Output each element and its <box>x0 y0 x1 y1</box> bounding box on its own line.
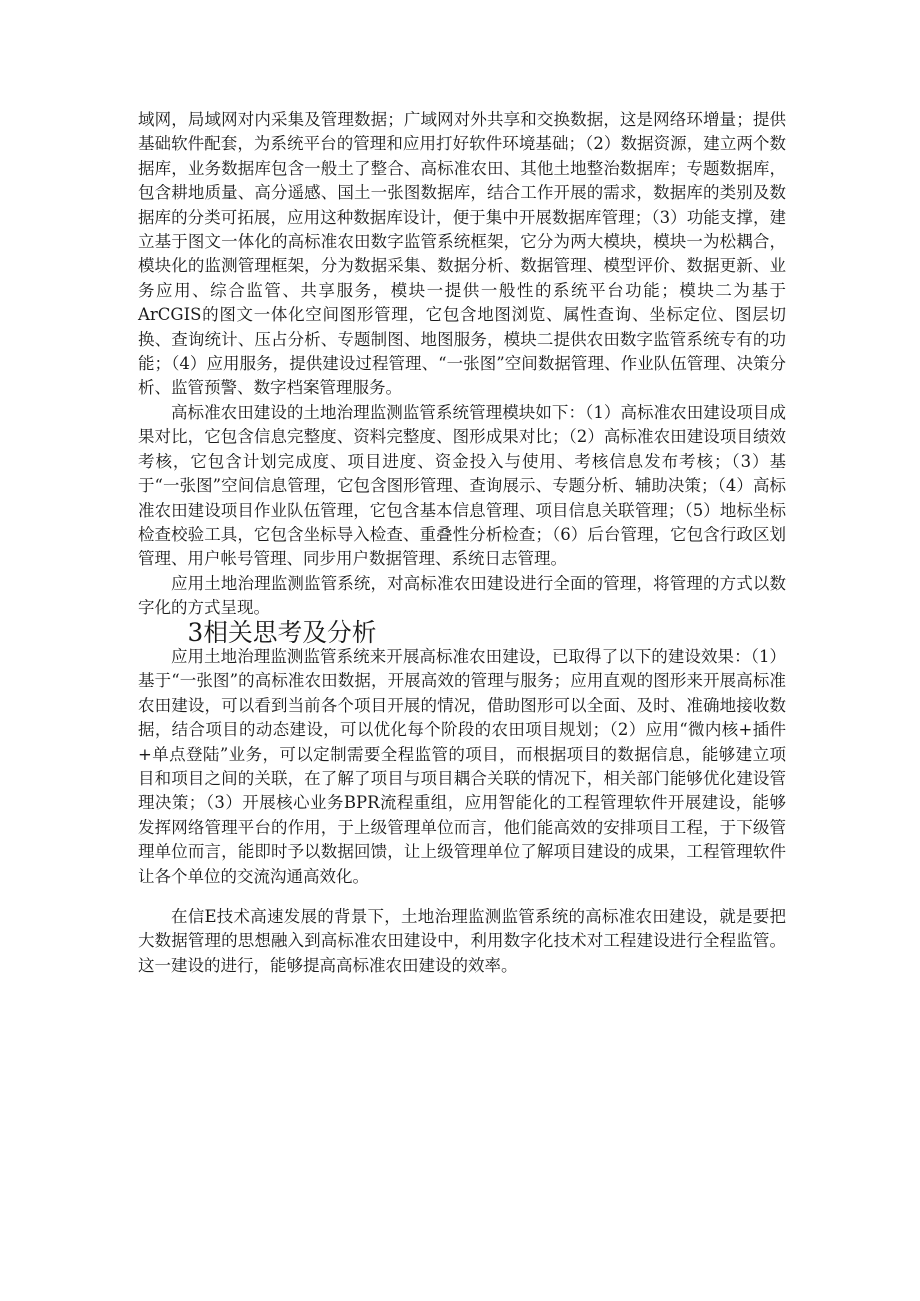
paragraph-continued: 域网，局域网对内采集及管理数据；广域网对外共享和交换数据，这是网络环增量；提供基础软件配套，为系统平台的管理和应用打好软件环境基础；（2）数据资源，建立两个数据库，业务数据库包含一般土了整合、高标准农田、其他土地整治数据库；专题数据库，包含耕地质量、高分遥感、国土一张图数据库，结合工作开展的需求，数据库的类别及数据库的分类可拓展，应用这种数据库设计，便于集中开展数据库管理；（3）功能支撑，建立基于图文一体化的高标准农田数字监管系统框架，它分为两大模块，模块一为松耦合，模块化的监测管理框架，分为数据采集、数据分析、数据管理、模型评价、数据更新、业务应用、综合监管、共享服务，模块一提供一般性的系统平台功能；模块二为基于ArCGIS的图文一体化空间图形管理，它包含地图浏览、属性查询、坐标定位、图层切换、查询统计、压占分析、专题制图、地图服务，模块二提供农田数字监管系统专有的功能；（4）应用服务，提供建设过程管理、“一张图”空间数据管理、作业队伍管理、决策分析、监管预警、数字档案管理服务。 <box>138 110 786 398</box>
paragraph-conclusion: 在信E技术高速发展的背景下，土地治理监测监管系统的高标准农田建设，就是要把大数据管理的思想融入到高标准农田建设中，利用数字化技术对工程建设进行全程监管。这一建设的进行，能够提高高标准农田建设的效率。 <box>138 907 786 975</box>
paragraph-management-modules: 高标准农田建设的土地治理监测监管系统管理模块如下：（1）高标准农田建设项目成果对比，它包含信息完整度、资料完整度、图形成果对比；（2）高标准农田建设项目绩效考核，它包含计划完成度、项目进度、资金投入与使用、考核信息发布考核；（3）基于“一张图”空间信息管理，它包含图形管理、查询展示、专题分析、辅助决策；（4）高标准农田建设项目作业队伍管理，它包含基本信息管理、项目信息关联管理；（5）地标坐标检查校验工具，它包含坐标导入检查、重叠性分析检查；（6）后台管理，它包含行政区划管理、用户帐号管理、同步用户数据管理、系统日志管理。 <box>138 402 786 569</box>
paragraph-effects: 应用土地治理监测监管系统来开展高标准农田建设，已取得了以下的建设效果：（1）基于“一张图”的高标准农田数据，开展高效的管理与服务；应用直观的图形来开展高标准农田建设，可以看到当前各个项目开展的情况，借助图形可以全面、及时、准确地接收数据，结合项目的动态建设，可以优化每个阶段的农田项目规划；（2）应用“微内核+插件+单点登陆”业务，可以定制需要全程监管的项目，而根据项目的数据信息，能够建立项目和项目之间的关联，在了解了项目与项目耦合关联的情况下，相关部门能够优化建设管理决策；（3）开展核心业务BPR流程重组，应用智能化的工程管理软件开展建设，能够发挥网络管理平台的作用，于上级管理单位而言，他们能高效的安排项目工程，于下级管理单位而言，能即时予以数据回馈，让上级管理单位了解项目建设的成果，工程管理软件让各个单位的交流沟通高效化。 <box>138 646 786 886</box>
paragraph-summary: 应用土地治理监测监管系统，对高标准农田建设进行全面的管理，将管理的方式以数字化的方式呈现。 <box>138 573 786 618</box>
document-page <box>138 108 786 978</box>
section-heading: 3相关思考及分析 <box>187 617 377 647</box>
